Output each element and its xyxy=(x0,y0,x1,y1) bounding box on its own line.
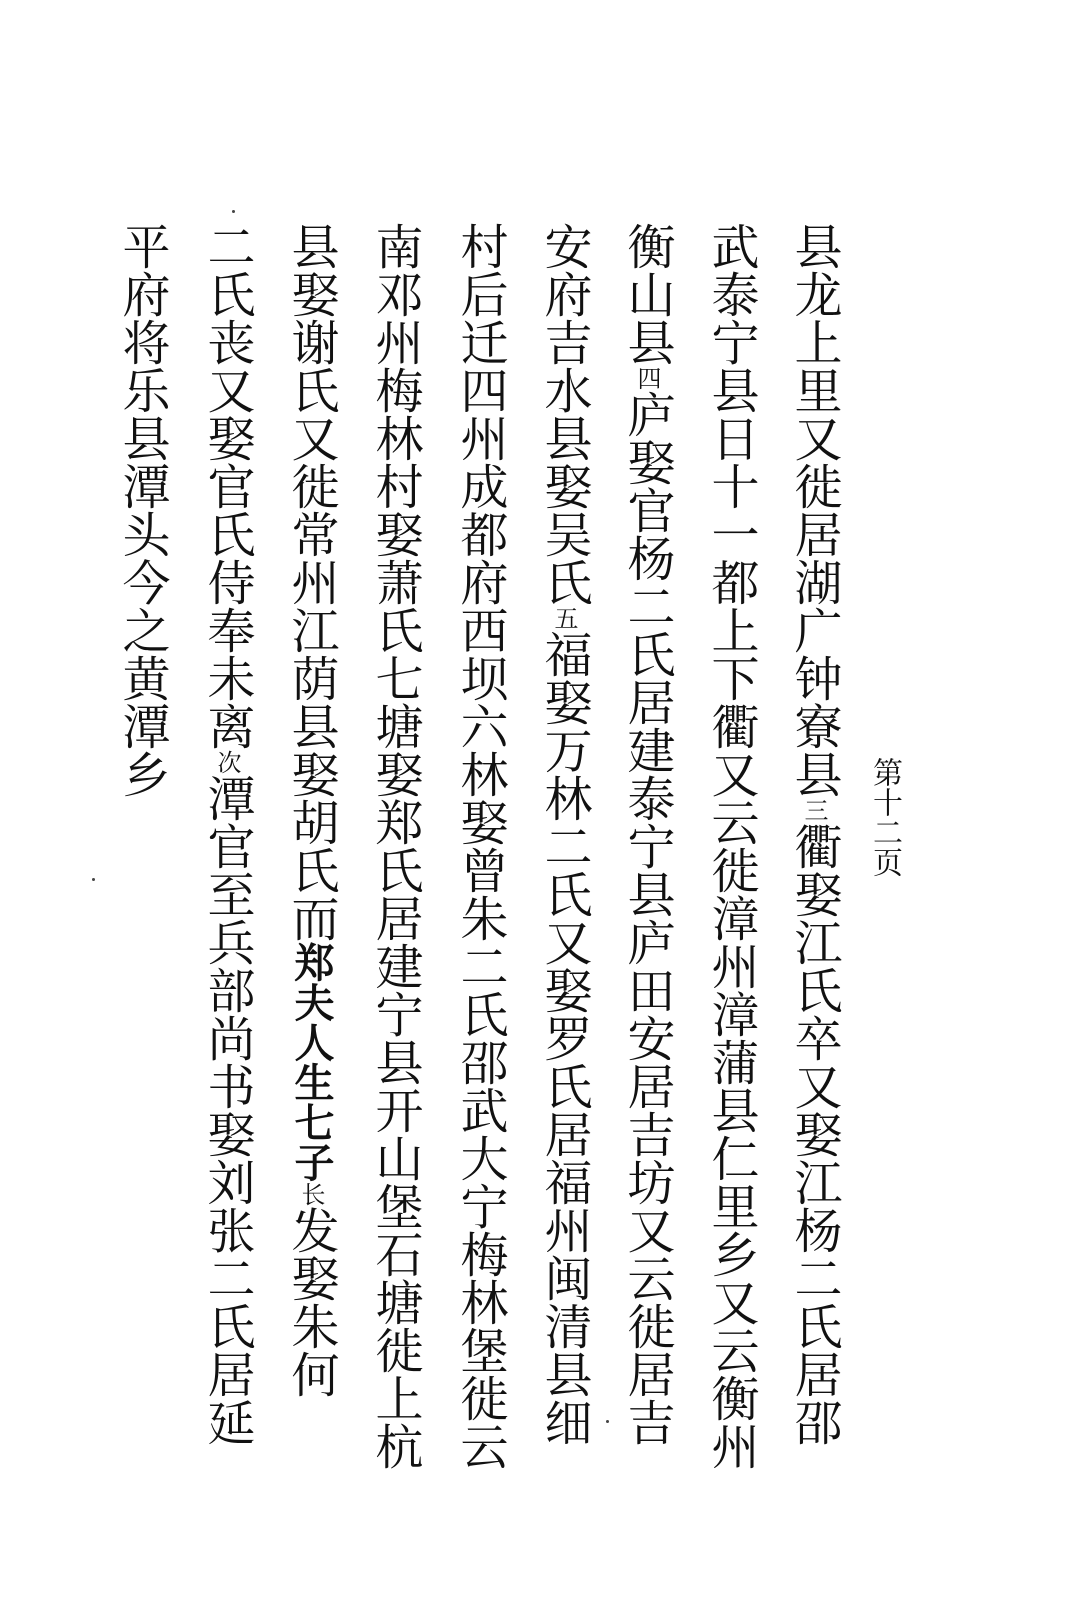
text-segment: 二氏丧又娶官氏侍奉未离 xyxy=(199,222,255,750)
speck xyxy=(606,1420,609,1423)
annotation-numeral: 长 xyxy=(297,1182,325,1206)
annotation-numeral: 四 xyxy=(633,366,661,390)
annotation-numeral: 次 xyxy=(213,750,241,774)
text-segment: 武泰宁县日十一都上下衢又云徙漳州漳蒲县仁里乡又云衡州 xyxy=(703,222,759,1470)
text-column-4 xyxy=(534,222,594,1446)
text-column-9 xyxy=(112,222,172,798)
text-column-7 xyxy=(281,222,341,1398)
text-segment: 衢娶江氏卒又娶江杨二氏居邵 xyxy=(786,822,842,1446)
text-segment: 县龙上里又徙居湖广钟寮县 xyxy=(786,222,842,798)
text-segment: 庐娶官杨二氏居建泰宁县庐田安居吉坊又云徙居吉 xyxy=(619,390,675,1446)
annotation-numeral: 三 xyxy=(800,798,828,822)
text-segment: 平府将乐县潭头今之黄潭乡 xyxy=(114,222,170,798)
text-column-2 xyxy=(701,222,761,1470)
page-number: 第十二页 xyxy=(867,757,902,877)
text-column-1 xyxy=(784,222,844,1446)
text-column-8 xyxy=(197,222,257,1446)
text-segment: 潭官至兵部尚书娶刘张二氏居延 xyxy=(199,774,255,1446)
text-segment: 村后迁四州成都府西坝六林娶曾朱二氏邵武大宁梅林堡徙云 xyxy=(452,222,508,1470)
text-segment: 县娶谢氏又徙常州江荫县娶胡氏而 xyxy=(283,222,339,942)
text-segment: 福娶万林二氏又娶罗氏居福州闽清县细 xyxy=(536,630,592,1446)
text-segment: 南邓州梅林村娶萧氏七塘娶郑氏居建宁县开山堡石塘徙上杭 xyxy=(367,222,423,1470)
annotation-numeral: 五 xyxy=(550,606,578,630)
speck xyxy=(92,878,95,881)
text-column-3 xyxy=(617,222,677,1446)
speck xyxy=(232,210,235,213)
text-segment: 发娶朱何 xyxy=(283,1206,339,1398)
text-column-5 xyxy=(450,222,510,1470)
emphasized-text: 郑夫人生七子 xyxy=(288,942,334,1182)
text-segment: 衡山县 xyxy=(619,222,675,366)
text-column-6 xyxy=(365,222,425,1470)
text-segment: 安府吉水县娶吴氏 xyxy=(536,222,592,606)
